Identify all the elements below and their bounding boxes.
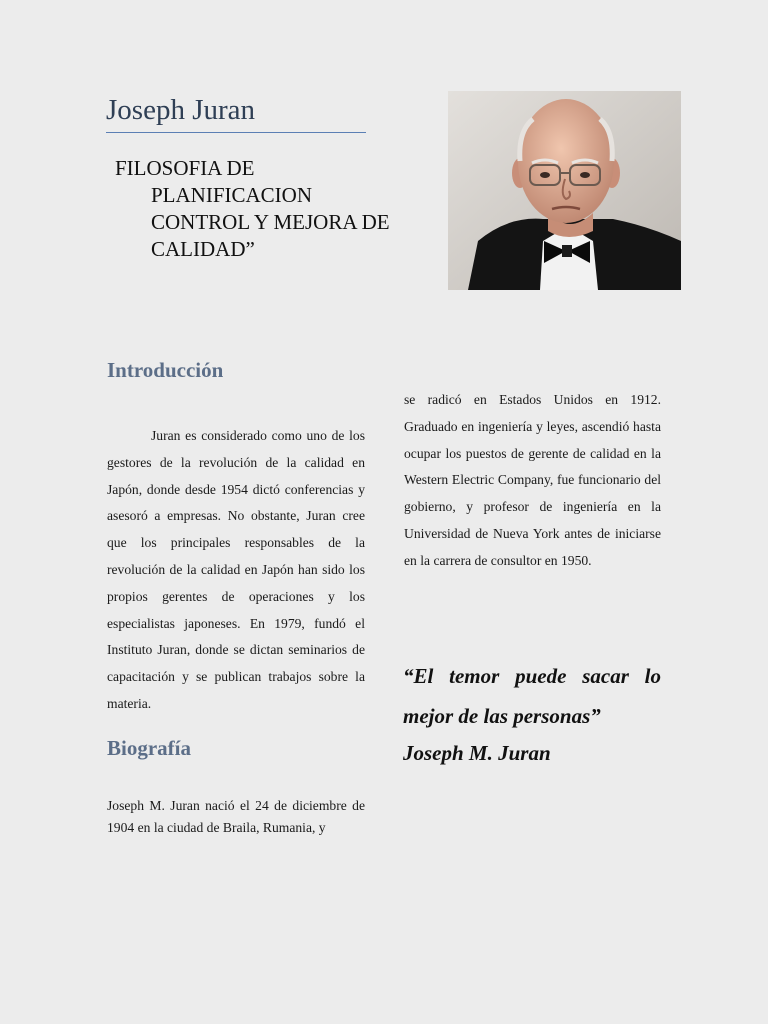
bio-paragraph-continued: se radicó en Estados Unidos en 1912. Graduado en ingeniería y leyes, ascendió hasta ocupar los puestos de gerente de calidad en la Western Electric Company, fue funcionario del gobierno, y profesor de ingeniería en la Universidad de Nueva York antes de iniciarse en la carrera de consultor en 1950. [404,392,661,568]
bio-heading: Biografía [107,736,191,760]
quote-author: Joseph M. Juran [403,741,551,765]
portrait-photo [448,91,681,290]
bio-paragraph: Joseph M. Juran nació el 24 de diciembre de 1904 en la ciudad de Braila, Rumania, y [107,798,365,835]
portrait-illustration [448,91,681,290]
intro-paragraph: Juran es considerado como uno de los gestores de la revolución de la calidad en Japón, donde desde 1954 dictó conferencias y asesoró a empresas. No obstante, Juran cree que los principales responsables de la revolución de la calidad en Japón han sido los propios gerentes de operaciones y los especialistas japoneses. En 1979, fundó el Instituto Juran, donde se dictan seminarios de capacitación y se publican trabajos sobre la materia. [107,428,365,711]
page-subtitle: FILOSOFIA DE PLANIFICACION CONTROL Y MEJORA DE CALIDAD” [115,156,390,261]
quote-text: “El temor puede sacar lo mejor de las personas” [403,664,661,728]
page-title: Joseph Juran [106,92,366,133]
intro-heading: Introducción [107,358,224,382]
